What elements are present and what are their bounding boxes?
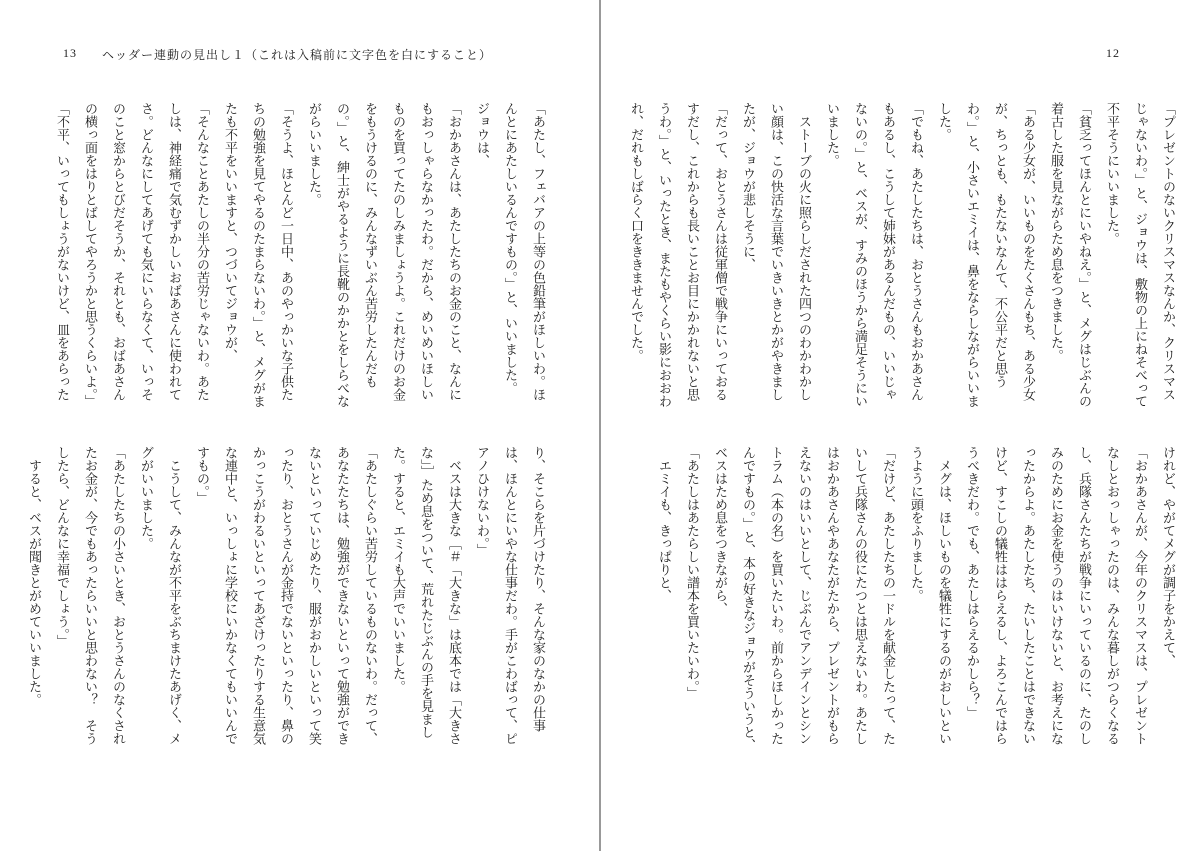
left-page-text-tier-upper (26, 102, 552, 412)
paragraph: 「あたし、フェバアの上等の色鉛筆がほしいわ。ほんとにあたしいるんですもの。」と、いいました。 (503, 102, 546, 401)
paragraph: 「あたしたちの小さいとき、おとうさんのなくされたお金が、今でもあったらいいと思わない？ そうしたら、どんなに幸福でしょう。」 (55, 446, 126, 745)
paragraph: 「だって、おとうさんは従軍僧で戦争にいっておるすだし、これからも長いことお目にかかれないと思うわ。」と、いったとき、またもやくらい影におおわれ、だれもしばらく口をききませんでした。 (629, 102, 728, 408)
paragraph: ジョウは、 (475, 102, 490, 167)
running-header-title: ヘッダー連動の見出し１（これは入稿前に文字色を白にすること） (102, 48, 493, 62)
page-number-left: 13 (63, 46, 77, 60)
paragraph: メグは、ほしいものを犠牲にするのがおしいというように頭をふりました。 (909, 446, 952, 745)
paragraph: 「貧乏ってほんとにいやねえ。」と、メグはじぶんの着古した服を見ながらため息をつきました。 (1049, 102, 1092, 408)
center-gutter-divider (599, 0, 601, 851)
paragraph: けれど、やがてメグが調子をかえて、 (1161, 446, 1176, 667)
page-number-right: 12 (1106, 46, 1120, 60)
paragraph: 「プレゼントのないクリスマスなんか、クリスマスじゃないわ。」と、ジョウは、敷物の上にねそべって不平そうにいいました。 (1105, 102, 1176, 408)
paragraph: 「おかあさんは、あたしたちのお金のこと、なんにもおっしゃらなかったわ。だから、めいめいほしいものを買ってたのしみましょうよ。これだけのお金をもうけるのに、みんなずいぶん苦労したんだもの。」と、紳士がやるように長靴のかかとをしらべながらいいました。 (307, 102, 462, 408)
paragraph: 「おかあさんが、今年のクリスマスは、プレゼントなしとおっしゃったのは、みんな暮しがつらくなるし、兵隊さんたちが戦争にいっているのに、たのしみのためにお金を使うのはいけないと、お考えになったからよ。あたしたち、たいしたことはできないけど、すこしの犠牲ははらえるし、よろこんではらうべきだわ。でも、あたしはらえるかしら？」 (965, 446, 1148, 745)
paragraph: エミイも、きっぱりと、 (657, 446, 672, 602)
paragraph: 「あたしはあたらしい譜本を買いたいわ。」 (685, 446, 700, 700)
paragraph: 「不平、いってもしょうがないけど、皿をあらった (55, 102, 70, 401)
paragraph: すると、ベスが聞きとがめていいました。 (27, 446, 42, 706)
paragraph: 「あたしぐらい苦労しているものないわ。だって、あなたたちは、勉強ができないといって勉強ができないといっていじめたり、服がおかしいといって笑ったり、おとうさんが金持でないといったり、鼻のかっこうがわるいといってあざけったりする生意気な連中と、いっしょに学校にいかなくてもいいんですもの。」 (195, 446, 378, 745)
paragraph: 「でもね、あたしたちは、おとうさんもおかあさんもあるし、こうして姉妹があるんだもの、いいじゃないの。」と、ベスが、すみのほうから満足そうにいいました。 (825, 102, 924, 408)
paragraph: 「そうよ、ほとんど一日中、あのやっかいな子供たちの勉強を見てやるのたまらないわ。」と、メグがまたも不平をいいますと、つづいてジョウが、 (223, 102, 294, 408)
paragraph: 「だけど、あたしたちの一ドルを献金したって、たいして兵隊さんの役にたつとは思えないわ。あたしはおかあさんやあなたがたから、プレゼントがもらえないのはいいとして、じぶんでアンデインとシントラム（本の名）を買いたいわ。前からほしかったんですもの。」と、本の好きなジョウがそういうと、ベスはため息をつきながら、 (713, 446, 896, 752)
paragraph: ベスは大きな［＃「大きな」は底本では「大きさな」］ため息をついて、荒れたじぶんの手を見ました。すると、エミイも大声でいいました。 (391, 446, 462, 745)
right-page-text-tier-upper (628, 102, 1182, 412)
paragraph: り、そこらを片づけたり、そんな家のなかの仕事は、ほんとにいやな仕事だわ。手がこわばって、ピアノひけないわ。」 (475, 446, 546, 745)
paragraph: 「ある少女が、いいものをたくさんもち、ある少女が、ちっとも、もたないなんて、不公平だと思うわ。」と、小さいエミイは、鼻をならしながらいいました。 (937, 102, 1036, 408)
paragraph: ストーブの火に照らしだされた四つのわかわかしい顔は、この快活な言葉でいきいきとかがやきましたが、ジョウが悲しそうに、 (741, 102, 812, 401)
left-page-text-tier-lower (26, 446, 552, 756)
paragraph: こうして、みんなが不平をぶちまけたあげく、メグがいいました。 (139, 446, 182, 745)
paragraph: 「そんなことあたしの半分の苦労じゃないわ。あたしは、神経痛で気むずかしいおばあさんに使われてさ。どんなにしてあげても気にいらなくて、いっそのこと窓からとびだそうか、それとも、おばあさんの横っ面をはりとばしてやろうかと思うくらいよ。」 (83, 102, 210, 408)
right-page-text-tier-lower (628, 446, 1182, 756)
